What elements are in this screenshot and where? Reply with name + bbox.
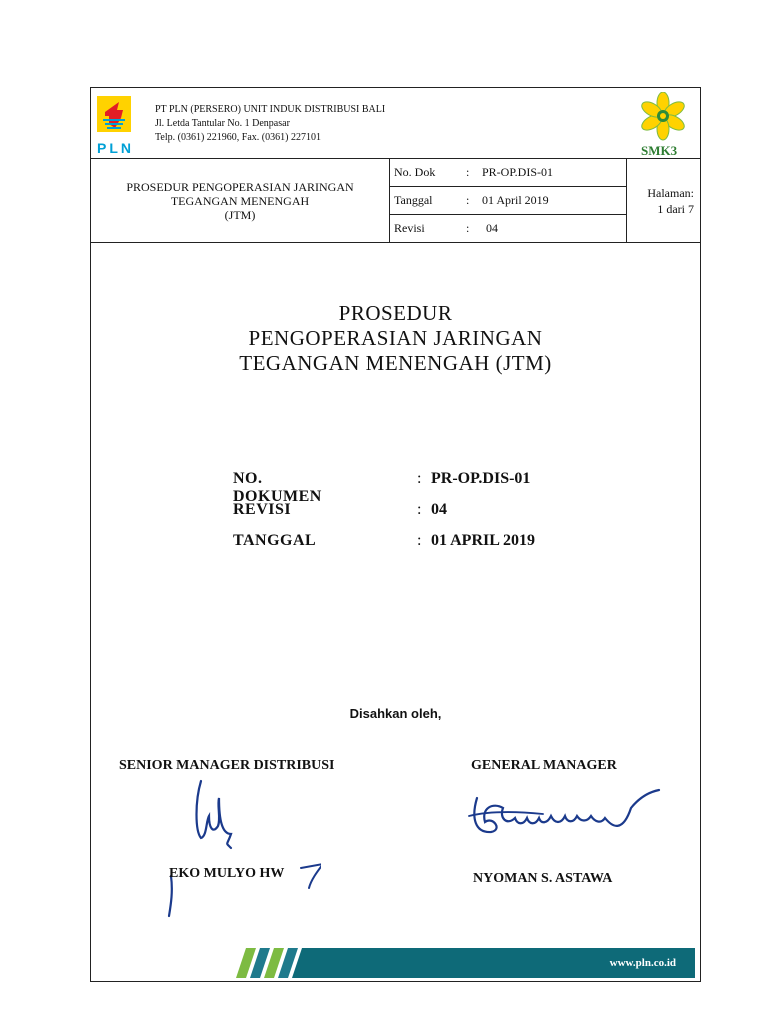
main-title-line-3: TEGANGAN MENENGAH (JTM)	[239, 351, 552, 375]
meta-value: 04	[486, 221, 498, 235]
footer-url[interactable]: www.pln.co.id	[609, 957, 676, 969]
meta-row-doc-no	[390, 159, 626, 187]
header-title-line-1: PROSEDUR PENGOPERASIAN JARINGAN	[126, 179, 354, 194]
meta-label: No. Dok	[394, 165, 436, 179]
info-value: 04	[431, 501, 447, 518]
approval-heading: Disahkan oleh,	[349, 706, 442, 721]
document-meta	[390, 159, 627, 242]
meta-value: 01 April 2019	[482, 193, 549, 207]
meta-label: Revisi	[394, 221, 425, 235]
smk3-logo	[631, 92, 695, 158]
company-address: Jl. Letda Tantular No. 1 Denpasar	[155, 118, 290, 129]
info-colon: :	[417, 501, 422, 518]
document-page	[90, 87, 701, 982]
pln-logo	[97, 96, 145, 156]
right-signer-name: NYOMAN S. ASTAWA	[473, 871, 613, 886]
left-signer-title: SENIOR MANAGER DISTRIBUSI	[119, 758, 335, 773]
meta-value: PR-OP.DIS-01	[482, 165, 554, 179]
meta-row-revision	[390, 215, 626, 242]
company-name: PT PLN (PERSERO) UNIT INDUK DISTRIBUSI BALI	[155, 104, 386, 115]
info-label: TANGGAL	[233, 532, 317, 549]
meta-label: Tanggal	[394, 193, 433, 207]
main-title-line-2: PENGOPERASIAN JARINGAN	[248, 326, 543, 350]
page-label: Halaman:	[647, 185, 694, 200]
info-value: PR-OP.DIS-01	[431, 470, 531, 487]
info-colon: :	[417, 532, 422, 549]
left-signature	[151, 776, 321, 926]
meta-colon: :	[466, 165, 470, 179]
header-title-line-3: (JTM)	[224, 207, 256, 222]
company-header	[91, 88, 700, 159]
info-value: 01 APRIL 2019	[431, 532, 536, 549]
right-signer-title: GENERAL MANAGER	[471, 758, 617, 773]
meta-colon: :	[466, 221, 470, 235]
right-signature	[463, 788, 673, 848]
info-label: NO. DOKUMEN	[233, 470, 322, 505]
page-value: 1 dari 7	[657, 201, 694, 216]
page-number-cell	[627, 159, 700, 242]
document-control-row	[91, 159, 700, 242]
document-header	[91, 88, 700, 243]
company-phone: Telp. (0361) 221960, Fax. (0361) 227101	[155, 132, 321, 143]
info-colon: :	[417, 470, 422, 487]
meta-colon: :	[466, 193, 470, 207]
info-label: REVISI	[233, 501, 292, 518]
smk3-logo-text: SMK3	[641, 143, 678, 158]
header-doc-title	[91, 159, 390, 242]
left-signer-name: EKO MULYO HW	[169, 866, 285, 881]
main-title-line-1: PROSEDUR	[338, 301, 453, 325]
pln-logo-text: PLN	[97, 140, 134, 156]
main-title	[91, 301, 700, 376]
company-info	[155, 103, 385, 145]
meta-row-date	[390, 187, 626, 215]
header-title-line-2: TEGANGAN MENENGAH	[170, 193, 310, 208]
